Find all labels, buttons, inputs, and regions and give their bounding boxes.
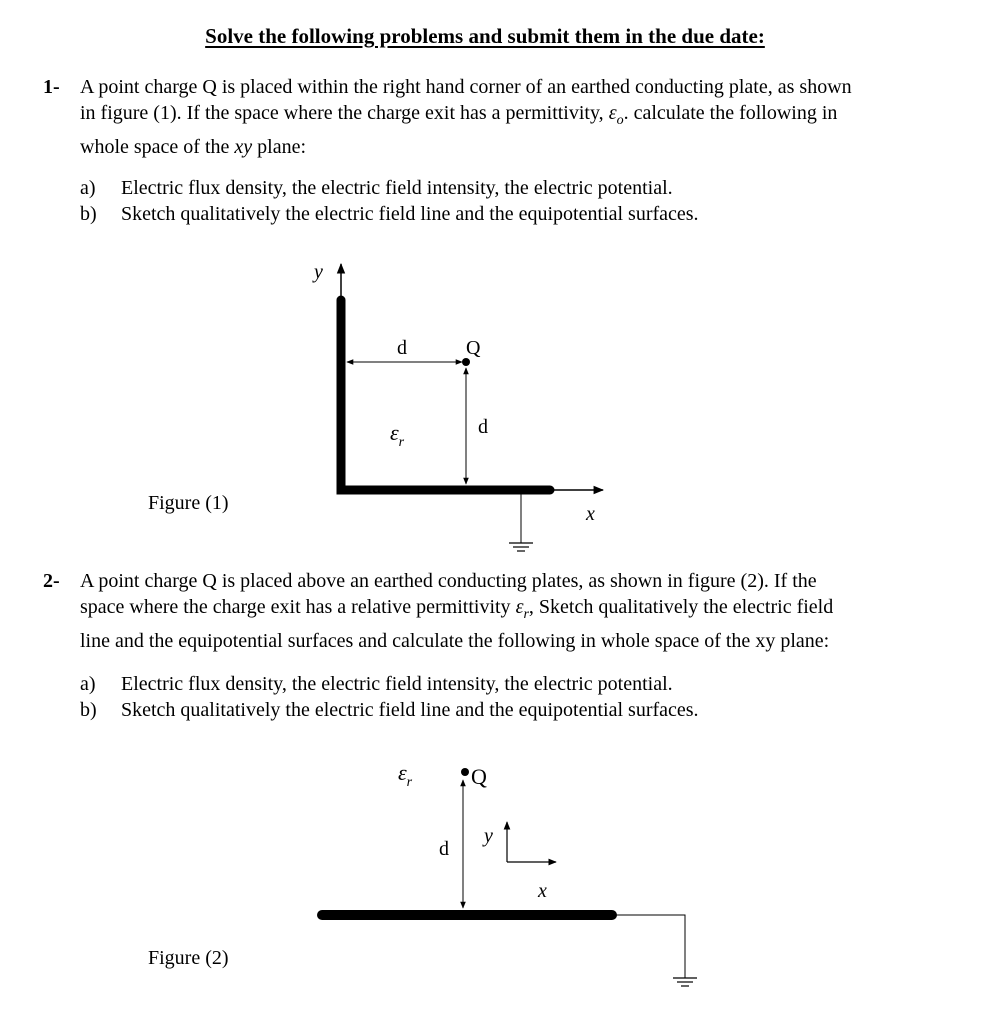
figure-1-x-label: x	[586, 503, 595, 525]
figure-2-medium-permittivity: $\varepsilon_r$	[398, 760, 413, 790]
figure-2-x-label: x	[538, 880, 547, 902]
figure-2-y-label: y	[484, 825, 493, 847]
problem-1-line-3: whole space of the xy plane:	[80, 136, 307, 158]
problem-1-line-1: A point charge Q is placed within the right hand corner of an earthed conducting plate, as shown	[80, 76, 852, 98]
figure-1-medium-permittivity: $\varepsilon_r$	[390, 420, 405, 450]
problem-2-line-1: A point charge Q is placed above an earthed conducting plates, as shown in figure (2). If the	[80, 570, 817, 592]
figure-2-ground-icon	[612, 915, 697, 986]
epsilon-o-symbol: $\varepsilon_o$	[608, 102, 624, 128]
figure-1-vertical-d-label: d	[478, 416, 488, 438]
figure-1-charge-label: Q	[466, 337, 481, 359]
problem-1-line-2: in figure (1). If the space where the charge exit has a permittivity, $\varepsilon_o$. calculate the following in	[80, 102, 838, 128]
problem-2-line-2: space where the charge exit has a relative permittivity $\varepsilon_r$, Sketch qualitatively the electric field	[80, 596, 834, 622]
figure-1-caption: Figure (1)	[148, 492, 229, 514]
figure-2-charge-dot	[461, 768, 469, 776]
figure-1-y-label: y	[314, 261, 323, 283]
figure-2-caption: Figure (2)	[148, 947, 229, 969]
figure-1-horizontal-d-label: d	[397, 337, 407, 359]
problem-1-number: 1-	[43, 76, 60, 98]
problem-2-line-3: line and the equipotential surfaces and calculate the following in whole space of the xy plane:	[80, 630, 830, 652]
epsilon-r-symbol: $\varepsilon_r$	[515, 596, 529, 622]
problem-2-number: 2-	[43, 570, 60, 592]
figure-2-charge-label: Q	[471, 764, 487, 789]
page-title: Solve the following problems and submit them in the due date:	[205, 24, 765, 48]
figure-2-vertical-d-label: d	[439, 838, 449, 860]
